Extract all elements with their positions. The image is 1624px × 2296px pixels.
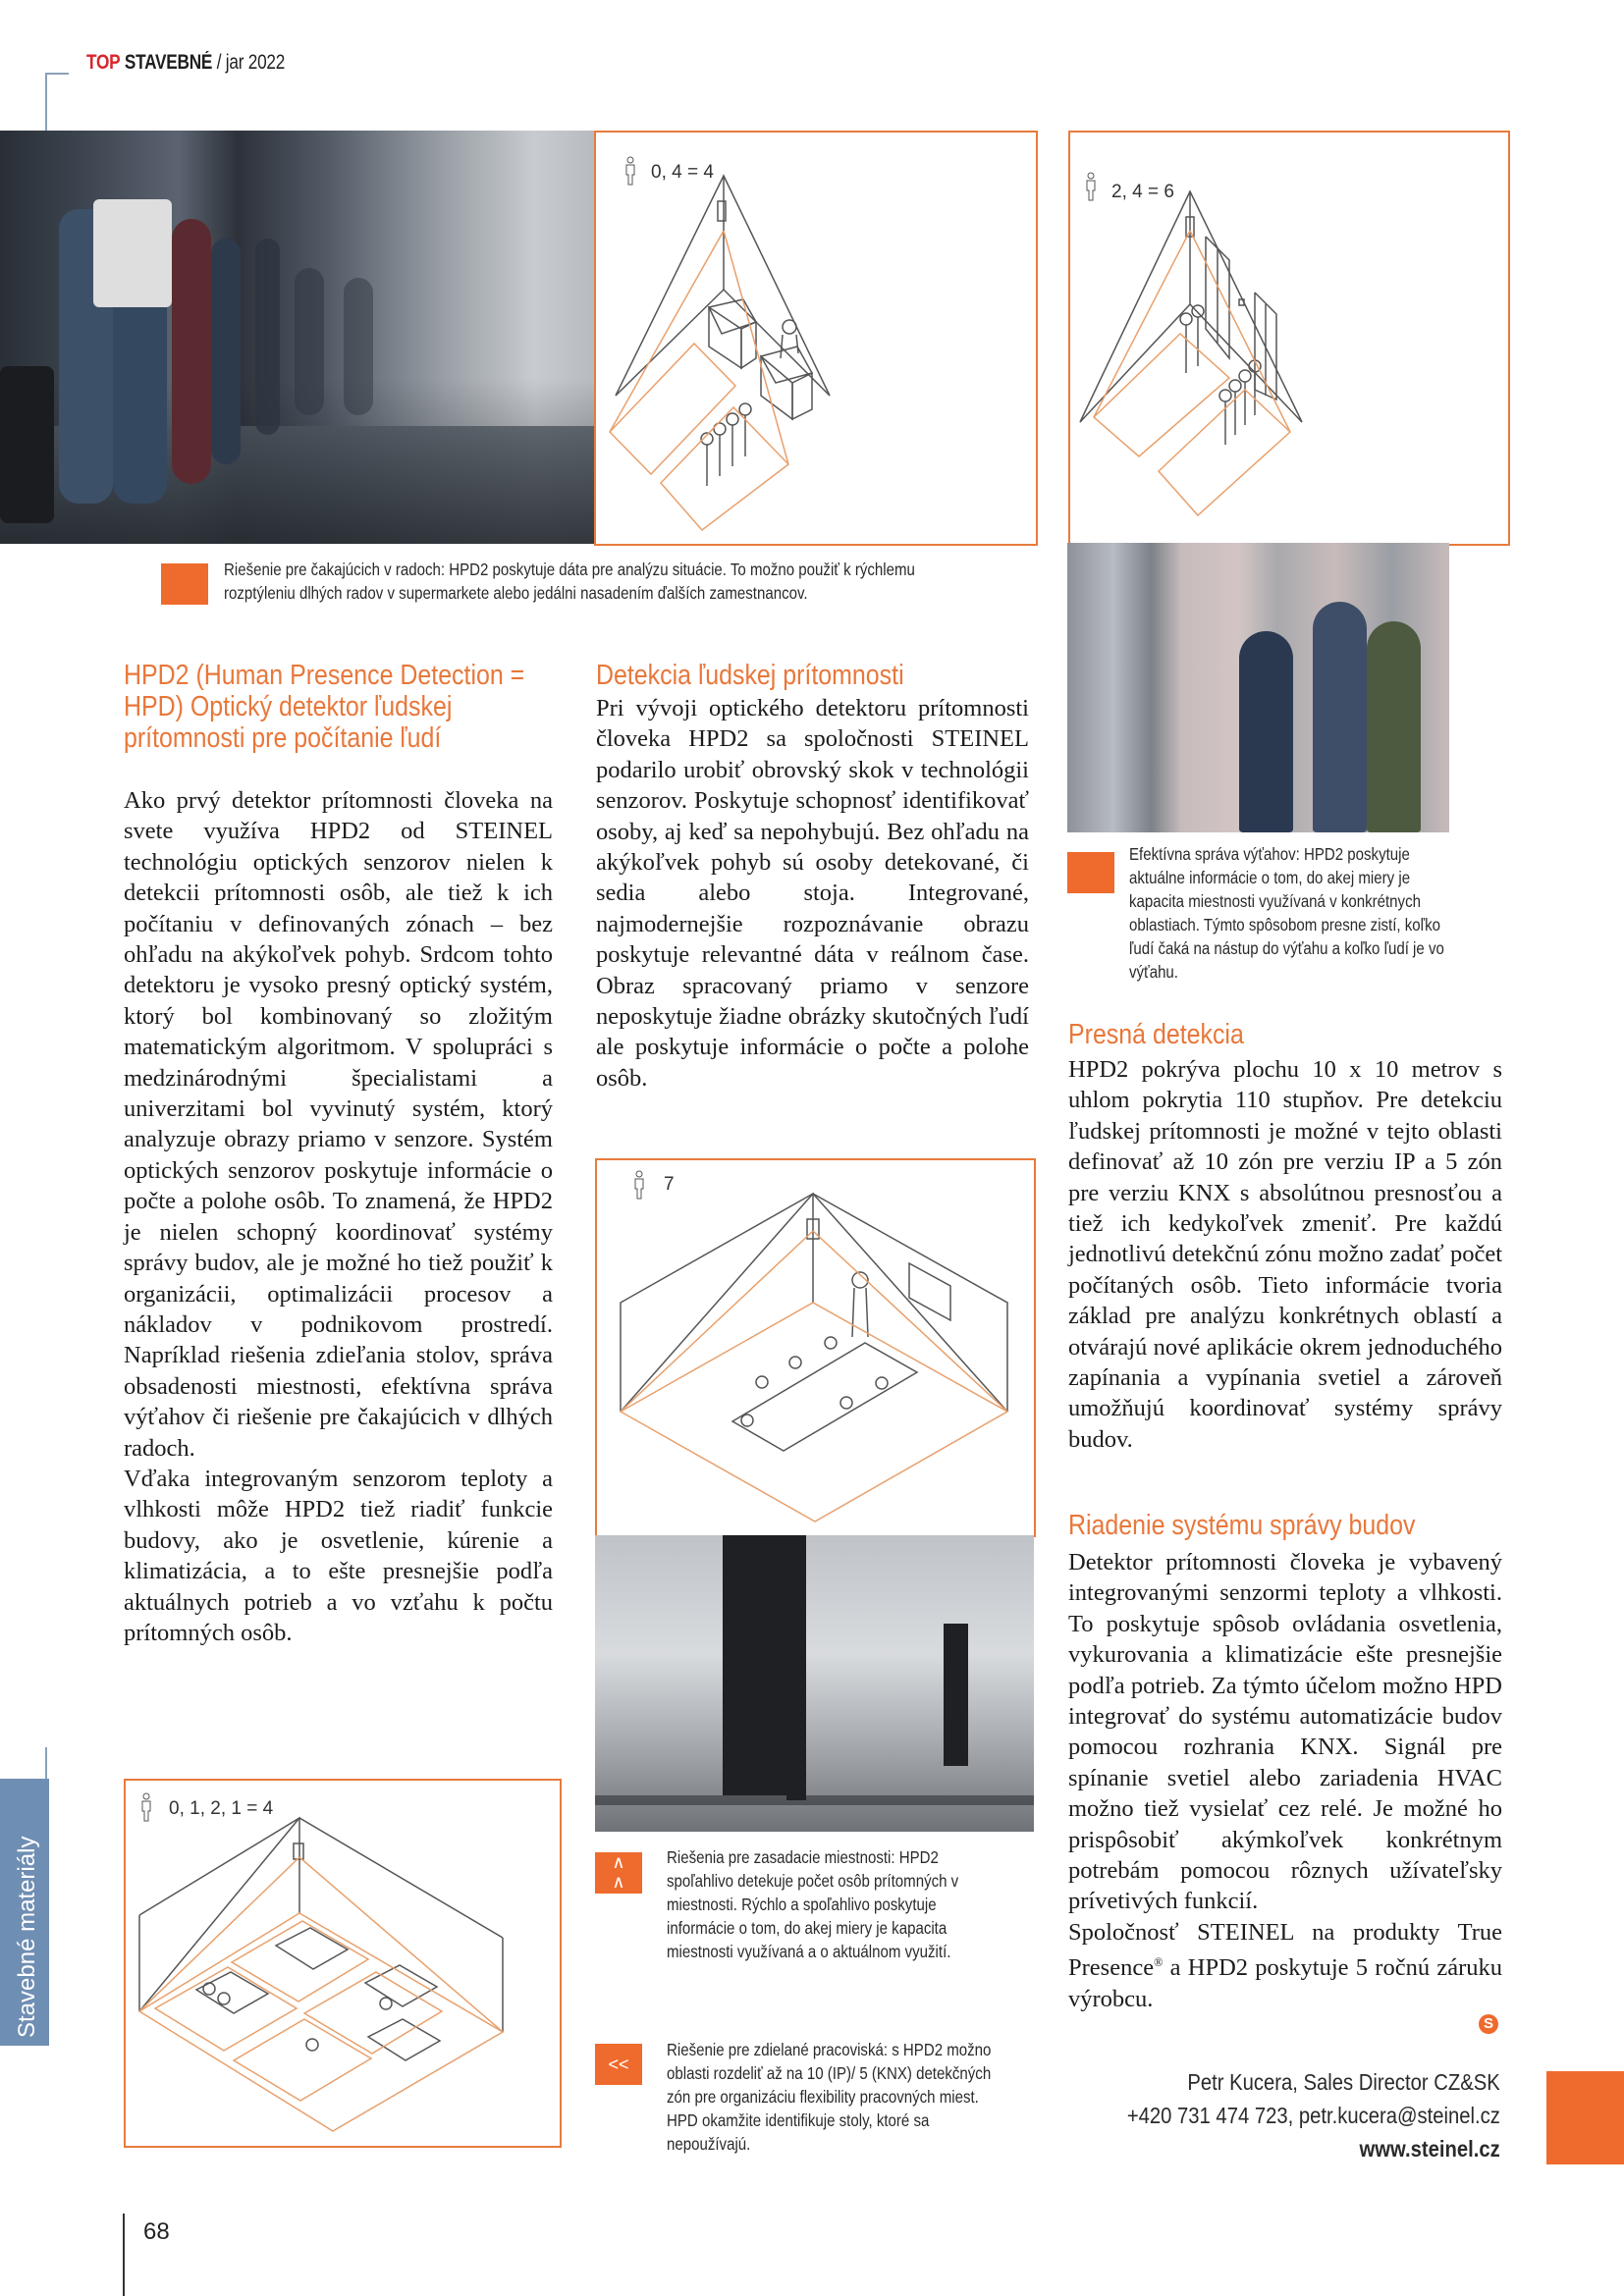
paragraph: Vďaka integrovaným senzorom teploty a vlhkosti môže HPD2 tiež riadiť funkcie budovy, ako je osvetlenie, kúrenie a klimatizácia, a to ešte presnejšie podľa aktuálnych potrieb a vo vzťahu k počtu prítomných osôb.: [124, 1465, 553, 1646]
brand-name: STAVEBNÉ: [124, 51, 213, 74]
diagram-shared-desks: [124, 1779, 562, 2148]
accent-block: [1546, 2071, 1624, 2164]
article-heading-main: HPD2 (Human Presence Detection = HPD) Optický detektor ľudskej prítomnosti pre počítanie ľudí: [124, 660, 525, 754]
meeting-diagram-drawing: [597, 1160, 1034, 1535]
person-icon: [623, 156, 637, 186]
meeting-room-photo: [595, 1535, 1034, 1832]
header-rule-vertical: [45, 73, 47, 132]
section-side-tab: [0, 1779, 49, 2046]
person-icon: [139, 1792, 153, 1822]
diagram-count-label: 0, 4 = 4: [651, 162, 714, 183]
diagram-count-label: 7: [664, 1174, 675, 1195]
header-rule: [45, 73, 69, 75]
person-icon: [1084, 172, 1098, 201]
website-link[interactable]: www.steinel.cz: [1359, 2136, 1500, 2162]
header-separator: /: [216, 51, 222, 74]
side-rule: [45, 1747, 47, 1783]
diagram-count-label: 0, 1, 2, 1 = 4: [169, 1798, 274, 1819]
paragraph: Ako prvý detektor prítomnosti človeka na svete využíva HPD2 od STEINEL technológiu optických senzorov nielen k detekcii prítomnosti osôb, ale tiež k ich počítaniu v definovaných zónach – bez ohľadu na akýkoľvek pohyb. Srdcom tohto detektoru je vysoko presný optický systém, ktorý bol kombinovaný so zložitým matematickým algoritmom. V spolupráci s medzinárodnými špecialistami a univerzitami bol vyvinutý systém, ktorý analyzuje obrazy priamo v senzore. Systém optických senzorov poskytuje informácie o počte a polohe osôb. To znamená, že HPD2 je nielen schopný koordinovať systémy správy budov, ale je možné ho tiež použiť k organizácii, optimalizácii procesov a nákladov v podnikovom prostredí. Napríklad riešenia zdieľania stolov, správa obsadenosti miestnosti, efektívna správa výťahov či riešenie pre čakajúcich v dlhých radoch.: [124, 787, 553, 1462]
paragraph: Detektor prítomnosti človeka je vybavený integrovanými senzormi teploty a vlhkosti. To poskytuje spôsob ovládania osvetlenia, vykurovania a klimatizácie ešte presnejšie podľa potrieb. Za týmto účelom možno HPD integrovať do systému automatizácie budov pomocou rozhrania KNX. Signál pre spínanie svetiel alebo zariadenia HVAC možno tiež vysielať cez relé. Je možné ho prispôsobiť akýmkoľvek konkrétnym potrebám pomocou rôznych užívateľsky prívetivých funkcií.: [1068, 1549, 1502, 1915]
caption-desks: Riešenie pre zdielané pracoviská: s HPD2 možno oblasti rozdeliť až na 10 (IP)/ 5 (KNX) detekčných zón pre organizáciu flexibility pracovných miest. HPD okamžite identifikuje stoly, ktoré sa nepoužívajú.: [667, 2040, 992, 2154]
diagram-queue-reception: [594, 131, 1038, 546]
author-contact[interactable]: +420 731 474 723, petr.kucera@steinel.cz: [1126, 2103, 1500, 2128]
person-icon: [632, 1170, 646, 1200]
author-name: Petr Kucera, Sales Director CZ&SK: [1187, 2069, 1500, 2095]
issue-label: jar 2022: [225, 51, 286, 74]
caption-marker-square: [161, 563, 208, 605]
end-of-article-icon: S: [1479, 2014, 1498, 2034]
section-heading-detection: Detekcia ľudskej prítomnosti: [596, 660, 904, 691]
article-column-1: [124, 785, 553, 1648]
brand-top: TOP: [86, 51, 121, 74]
article-column-2: [596, 693, 1029, 1094]
page-number-rule: [123, 2214, 125, 2296]
caption-marker-square: [1067, 852, 1114, 893]
queue-diagram-drawing: [596, 133, 1036, 544]
registered-mark: ®: [1154, 1955, 1164, 1970]
section-heading-bms: Riadenie systému správy budov: [1068, 1510, 1416, 1541]
caption-elevator: Efektívna správa výťahov: HPD2 poskytuje aktuálne informácie o tom, do akej miery je kapacita miestnosti využívaná v konkrétnych oblastiach. Týmto spôsobom presne zistí, koľko ľudí čaká na nástup do výťahu a koľko ľudí je vo výťahu.: [1129, 844, 1444, 982]
diagram-count-label: 2, 4 = 6: [1111, 182, 1174, 202]
caption-marker-left: <<: [595, 2044, 642, 2085]
paragraph: Pri vývoji optického detektoru prítomnosti človeka HPD2 sa spoločnosti STEINEL podarilo urobiť obrovský skok v technológii senzorov. Poskytuje schopnosť identifikovať osoby, aj keď sa nepohybujú. Bez ohľadu na akýkoľvek pohyb sú osoby detekované, či sedia alebo stoja. Integrované, najmodernejšie rozpoznávanie obrazu poskytuje relevantné dáta v reálnom čase. Obraz spracovaný priamo v senzore neposkytuje žiadne obrázky skutočných ľudí ale poskytuje informácie o počte a polohe osôb.: [596, 695, 1029, 1092]
caption-marker-up: ∧ ∧: [595, 1852, 642, 1894]
caption-queue: Riešenie pre čakajúcich v radoch: HPD2 poskytuje dáta pre analýzu situácie. To možno použiť k rýchlemu rozptýleniu dlhých radov v supermarkete alebo jedálni nasadením ďalších zamestnancov.: [224, 560, 915, 603]
desks-diagram-drawing: [126, 1781, 560, 2146]
diagram-elevators: [1068, 131, 1510, 546]
queue-photo: [0, 131, 594, 544]
side-tab-label: Stavebné materiály: [14, 1836, 40, 2038]
section-heading-precise: Presná detekcia: [1068, 1019, 1244, 1050]
section-text-precise: HPD2 pokrýva plochu 10 x 10 metrov s uhlom pokrytia 110 stupňov. Pre detekciu ľudskej prítomnosti je možné v tejto oblasti definovať až 10 zón pre verziu IP a 5 zón pre verziu KNX s absolútnou presnosťou a tiež ich kedykoľvek zmeniť. Pre každú jednotlivú detekčnú zónu možno zadať počet počítaných osôb. Tieto informácie tvoria základ pre analýzu konkrétnych oblastí a otvárajú nové aplikácie okrem jednoduchého zapínania a vypínania svetiel a zároveň umožňujú koordinovať systémy správy budov.: [1068, 1056, 1502, 1453]
caption-meeting: Riešenia pre zasadacie miestnosti: HPD2 spoľahlivo detekuje počet osôb prítomných v miestnosti. Rýchlo a spoľahlivo poskytuje informácie o tom, do akej miery je kapacita miestnosti využívaná a o aktuálnom využití.: [667, 1847, 959, 1961]
paragraph-closing: Spoločnosť STEINEL na produkty True Presence® a HPD2 poskytuje 5 ročnú záruku výrobcu.: [1068, 1918, 1502, 2012]
section-text-bms: [1068, 1547, 1502, 2014]
page-number: 68: [143, 2218, 170, 2245]
diagram-meeting-room: [595, 1158, 1036, 1537]
elevator-photo: [1067, 543, 1449, 832]
magazine-header: [86, 51, 285, 75]
